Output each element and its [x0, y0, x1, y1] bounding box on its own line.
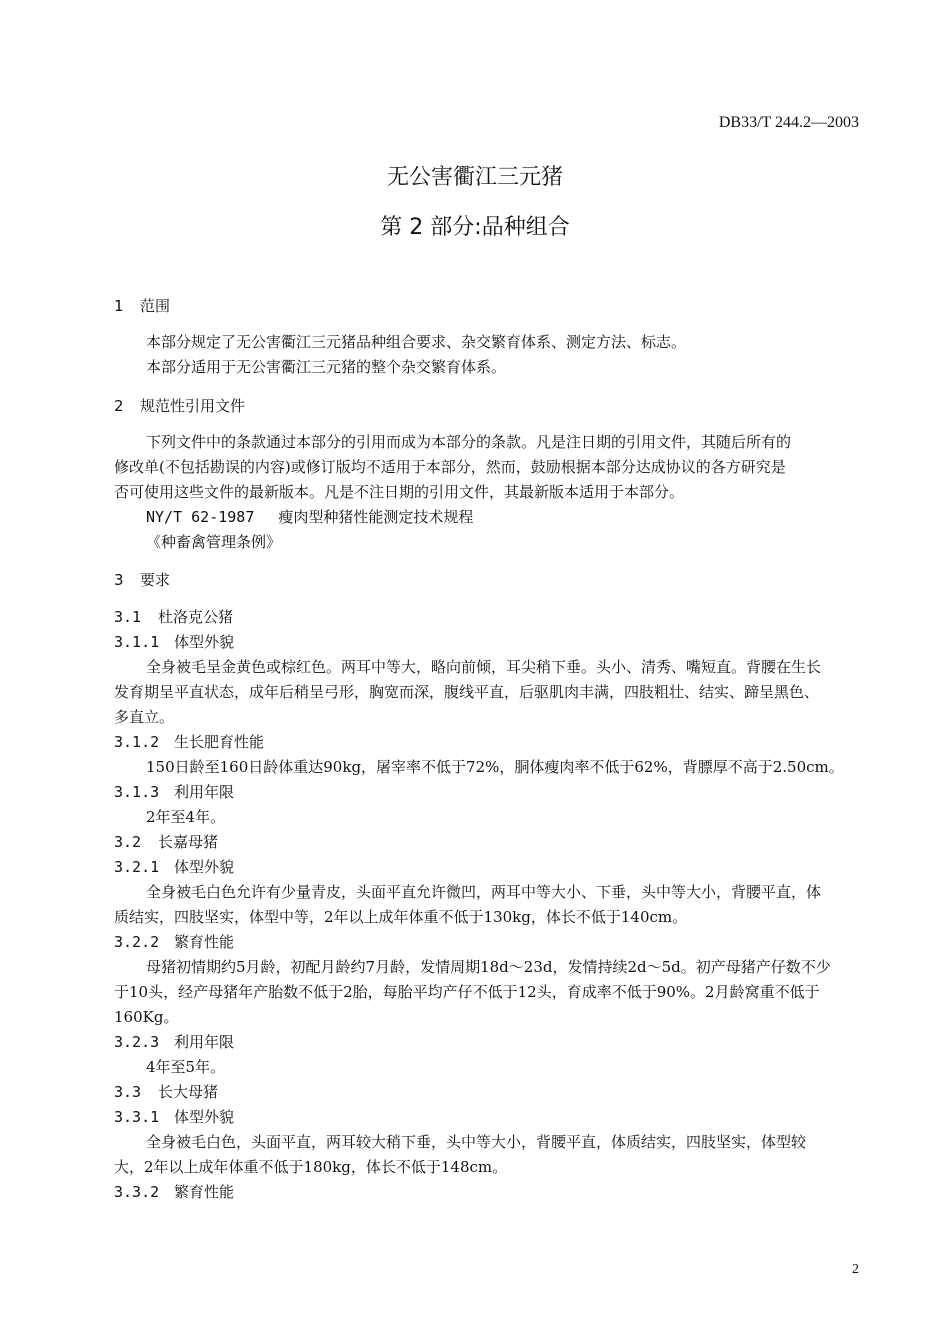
- paragraph: 本部分规定了无公害衢江三元猪品种组合要求、杂交繁育体系、测定方法、标志。: [146, 333, 687, 351]
- document-code: DB33/T 244.2—2003: [718, 114, 859, 131]
- section-2-heading: 2 规范性引用文件: [114, 397, 246, 415]
- paragraph-line: 发育期呈平直状态，成年后稍呈弓形，胸宽而深，腹线平直，后驱肌肉丰满，四肢粗壮、结实、蹄呈黑色、: [114, 683, 820, 701]
- section-3-1-1-heading: 3.1.1 体型外貌: [114, 633, 235, 651]
- reference-item: 《种畜禽管理条例》: [146, 533, 282, 551]
- paragraph-line: 多直立。: [114, 708, 175, 726]
- paragraph: 本部分适用于无公害衢江三元猪的整个杂交繁育体系。: [146, 358, 507, 376]
- paragraph-line: 全身被毛呈金黄色或棕红色。两耳中等大，略向前倾，耳尖稍下垂。头小、清秀、嘴短直。背腰在生长: [146, 658, 822, 676]
- paragraph-line: 修改单(不包括勘误的内容)或修订版均不适用于本部分，然而，鼓励根据本部分达成协议的各方研究是: [114, 458, 786, 476]
- section-3-heading: 3 要求: [114, 571, 171, 589]
- document-subtitle: 第 2 部分:品种组合: [380, 215, 570, 240]
- paragraph-line: 大，2年以上成年体重不低于180kg，体长不低于148cm。: [114, 1158, 508, 1176]
- paragraph-line: 全身被毛白色，头面平直，两耳较大稍下垂，头中等大小，背腰平直，体质结实，四肢坚实，体型较: [146, 1133, 807, 1151]
- section-3-2-heading: 3.2 长嘉母猪: [114, 833, 219, 851]
- section-3-3-2-heading: 3.3.2 繁育性能: [114, 1183, 235, 1201]
- paragraph-line: 全身被毛白色允许有少量青皮，头面平直允许微凹，两耳中等大小、下垂，头中等大小，背腰平直，体: [146, 883, 822, 901]
- paragraph-line: 于10头，经产母猪年产胎数不低于2胎，每胎平均产仔不低于12头，育成率不低于90%。2月龄窝重不低于: [114, 983, 820, 1001]
- paragraph-line: 160Kg。: [114, 1008, 179, 1026]
- section-1-heading: 1 范围: [114, 297, 171, 315]
- document-title: 无公害衢江三元猪: [386, 165, 563, 190]
- paragraph-line: 母猪初情期约5月龄，初配月龄约7月龄，发情周期18d～23d，发情持续2d～5d。初产母猪产仔数不少: [146, 958, 831, 976]
- reference-item: NY/T 62-1987 瘦肉型种猪性能测定技术规程: [146, 508, 474, 526]
- section-3-2-1-heading: 3.2.1 体型外貌: [114, 858, 235, 876]
- section-3-2-3-heading: 3.2.3 利用年限: [114, 1033, 235, 1051]
- paragraph-line: 质结实，四肢坚实，体型中等，2年以上成年体重不低于130kg，体长不低于140cm。: [114, 908, 688, 926]
- paragraph-line: 2年至4年。: [146, 808, 226, 826]
- paragraph-line: 150日龄至160日龄体重达90kg，屠宰率不低于72%，胴体瘦肉率不低于62%，背膘厚不高于2.50cm。: [146, 758, 844, 776]
- section-3-3-heading: 3.3 长大母猪: [114, 1083, 219, 1101]
- section-3-1-heading: 3.1 杜洛克公猪: [114, 608, 234, 626]
- paragraph-line: 否可使用这些文件的最新版本。凡是不注日期的引用文件，其最新版本适用于本部分。: [114, 483, 685, 501]
- section-3-3-1-heading: 3.3.1 体型外貌: [114, 1108, 235, 1126]
- paragraph-line: 下列文件中的条款通过本部分的引用而成为本部分的条款。凡是注日期的引用文件，其随后所有的: [146, 433, 792, 451]
- section-3-2-2-heading: 3.2.2 繁育性能: [114, 933, 235, 951]
- paragraph-line: 4年至5年。: [146, 1058, 226, 1076]
- section-3-1-2-heading: 3.1.2 生长肥育性能: [114, 733, 265, 751]
- section-3-1-3-heading: 3.1.3 利用年限: [114, 783, 235, 801]
- page-number: 2: [852, 1262, 859, 1277]
